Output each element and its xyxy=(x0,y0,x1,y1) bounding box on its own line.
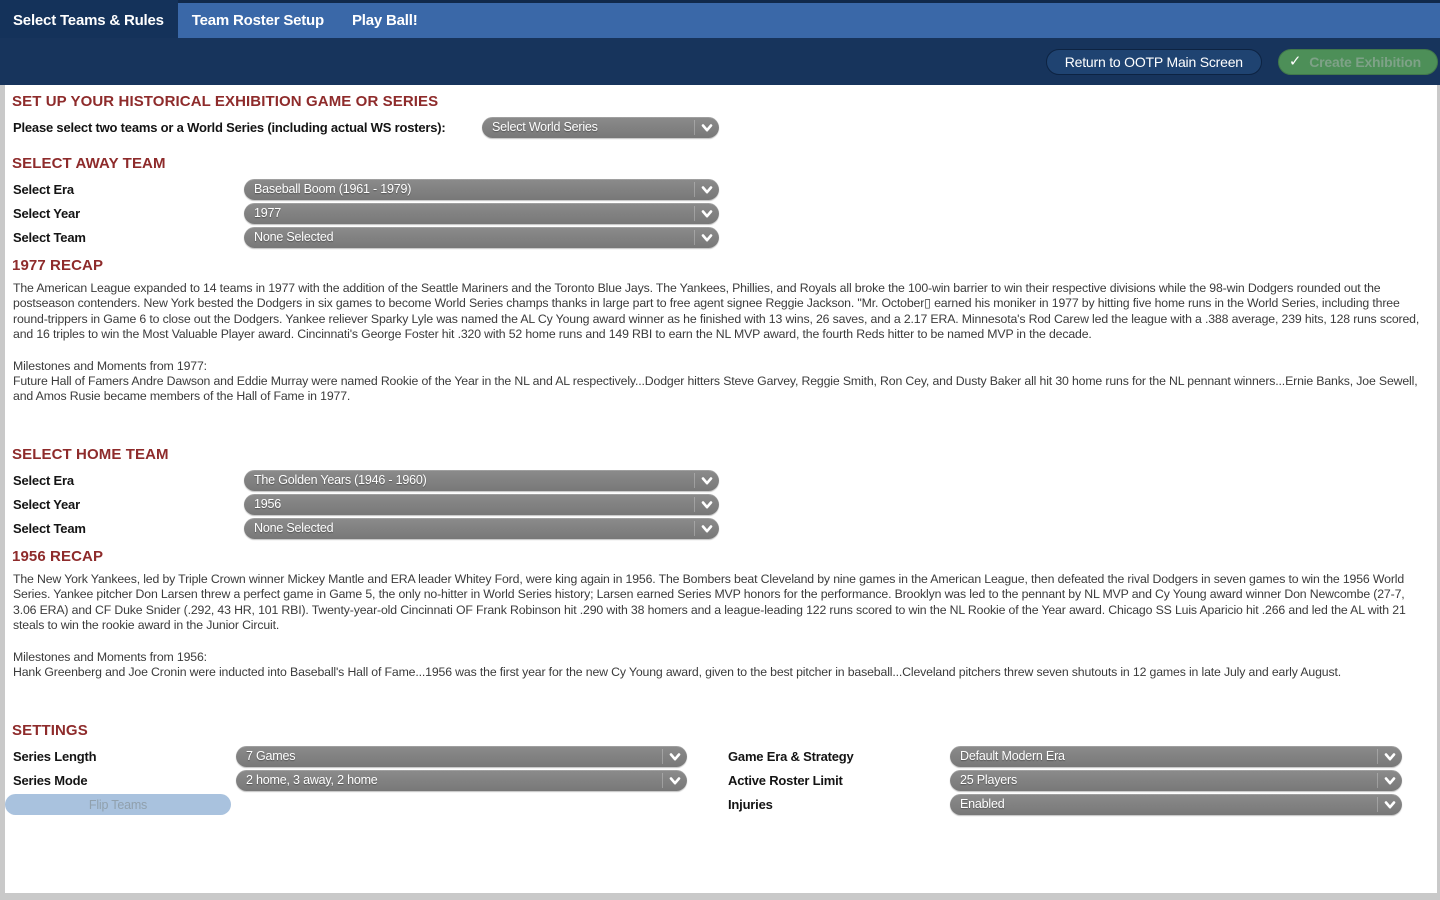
game-era-strategy-dropdown[interactable] xyxy=(950,746,1402,767)
content-area xyxy=(5,85,1437,893)
home-milestones-text: Hank Greenberg and Joe Cronin were inducted into Baseball's Hall of Fame...1956 was the first year for the new Cy Young award, given to the best pitcher in baseball...Cleveland pitchers threw seven shutouts in 12 games in late July and early August. xyxy=(13,665,1341,680)
dropdown-value: 7 Games xyxy=(246,749,296,763)
away-year-dropdown[interactable] xyxy=(244,203,719,224)
home-recap-title: 1956 RECAP xyxy=(12,548,104,565)
flip-teams-button[interactable]: Flip Teams xyxy=(5,794,231,815)
game-era-strategy-label: Game Era & Strategy xyxy=(728,749,854,764)
home-recap-text: The New York Yankees, led by Triple Crown winner Mickey Mantle and ERA leader Whitey Ford, were king again in 1956. The Bombers beat Cleveland by nine games in the American League, then defeated the rival Dodgers in seven games to win the 1956 World Series. Yankee pitcher Don Larsen threw a perfect game in Game 5, the only no-hitter in World Series history; Larsen earned Series MVP honors for the performance. Brooklyn was led to the pennant by NL MVP and Cy Young award winner Don Newcombe (27-7, 3.06 ERA) and CF Duke Snider (.292, 43 HR, 101 RBI). Twenty-year-old Cincinnati OF Frank Robinson hit .290 with 38 homers and a league-leading 122 runs scored to win the NL Rookie of the Year award. Chicago SS Luis Aparicio hit .266 and led the AL with 21 steals to win the rookie award in the Junior Circuit. xyxy=(13,572,1406,633)
tab-play-ball[interactable]: Play Ball! xyxy=(351,12,418,29)
home-milestones-title: Milestones and Moments from 1956: xyxy=(13,649,207,664)
dropdown-value: The Golden Years (1946 - 1960) xyxy=(254,473,427,487)
world-series-dropdown[interactable] xyxy=(482,117,719,138)
series-length-label: Series Length xyxy=(13,749,97,764)
page-title: SET UP YOUR HISTORICAL EXHIBITION GAME OR SERIES xyxy=(12,93,439,110)
top-tab-bar xyxy=(0,0,1440,38)
series-mode-label: Series Mode xyxy=(13,773,88,788)
create-exhibition-button[interactable] xyxy=(1278,49,1438,75)
home-team-dropdown[interactable] xyxy=(244,518,719,539)
active-roster-limit-label: Active Roster Limit xyxy=(728,773,843,788)
chevron-down-icon xyxy=(1377,773,1402,788)
create-exhibition-label: Create Exhibition xyxy=(1309,53,1421,70)
away-recap-text: The American League expanded to 14 teams in 1977 with the addition of the Seattle Mariners and the Toronto Blue Jays. The Yankees, Phillies, and Royals all broke the 100-win barrier to win their respective divisions while the 98-win Dodgers rounded out the postseason contenders. New York bested the Dodgers in six games to become World Series champs thanks in large part to free agent signee Reggie Jackson. "Mr. October▯ earned his moniker in 1977 by hitting five home runs in the World Series, including three round-trippers in Game 6 to close out the Dodgers. Yankee reliever Sparky Lyle was named the AL Cy Young award winner as he finished with 13 wins, 26 saves, and a 2.17 ERA. Minnesota's Rod Carew led the league with a .388 average, 239 hits, 128 runs scored, and 16 triples to win the Most Valuable Player award. Cincinnati's George Foster hit .320 with 52 home runs and 149 RBI to earn the NL MVP award, the fourth Reds hitter to be named MVP in the decade. xyxy=(13,281,1420,342)
header-bar xyxy=(0,38,1440,85)
dropdown-value: None Selected xyxy=(254,230,334,244)
away-era-label: Select Era xyxy=(13,182,74,197)
away-recap-block xyxy=(13,281,1428,405)
world-series-label: Please select two teams or a World Series (including actual WS rosters): xyxy=(13,120,446,135)
tab-select-teams-rules[interactable]: Select Teams & Rules xyxy=(0,0,178,38)
dropdown-value: None Selected xyxy=(254,521,334,535)
away-team-dropdown[interactable] xyxy=(244,227,719,248)
series-mode-dropdown[interactable] xyxy=(236,770,687,791)
dropdown-value: Enabled xyxy=(960,797,1005,811)
dropdown-value: 1956 xyxy=(254,497,282,511)
chevron-down-icon xyxy=(694,473,719,488)
away-milestones-title: Milestones and Moments from 1977: xyxy=(13,358,207,373)
dropdown-value: Baseball Boom (1961 - 1979) xyxy=(254,182,412,196)
home-team-label: Select Team xyxy=(13,521,86,536)
away-milestones-text: Future Hall of Famers Andre Dawson and Eddie Murray were named Rookie of the Year in the NL and AL respectively...Dodger hitters Steve Garvey, Reggie Smith, Ron Cey, and Dusty Baker all hit 30 home runs for the NL pennant winners...Ernie Banks, Joe Sewell, and Amos Rusie became members of the Hall of Fame in 1977. xyxy=(13,374,1418,404)
dropdown-value: Default Modern Era xyxy=(960,749,1065,763)
injuries-dropdown[interactable] xyxy=(950,794,1402,815)
home-milestones xyxy=(13,650,1428,681)
home-year-label: Select Year xyxy=(13,497,80,512)
chevron-down-icon xyxy=(694,206,719,221)
home-year-dropdown[interactable] xyxy=(244,494,719,515)
dropdown-value: Select World Series xyxy=(492,120,598,134)
home-era-dropdown[interactable] xyxy=(244,470,719,491)
home-era-label: Select Era xyxy=(13,473,74,488)
chevron-down-icon xyxy=(662,749,687,764)
away-era-dropdown[interactable] xyxy=(244,179,719,200)
dropdown-value: 1977 xyxy=(254,206,282,220)
chevron-down-icon xyxy=(694,230,719,245)
return-to-ootp-main-screen-button[interactable]: Return to OOTP Main Screen xyxy=(1046,49,1262,75)
chevron-down-icon xyxy=(694,497,719,512)
chevron-down-icon xyxy=(1377,749,1402,764)
away-recap-title: 1977 RECAP xyxy=(12,257,104,274)
settings-section-title: SETTINGS xyxy=(12,722,88,739)
home-team-section-title: SELECT HOME TEAM xyxy=(12,446,169,463)
chevron-down-icon xyxy=(694,521,719,536)
tab-team-roster-setup[interactable]: Team Roster Setup xyxy=(191,12,324,29)
away-year-label: Select Year xyxy=(13,206,80,221)
home-recap-block xyxy=(13,572,1428,680)
dropdown-value: 2 home, 3 away, 2 home xyxy=(246,773,378,787)
check-icon: ✓ xyxy=(1288,53,1302,70)
series-length-dropdown[interactable] xyxy=(236,746,687,767)
chevron-down-icon xyxy=(1377,797,1402,812)
away-milestones xyxy=(13,359,1428,405)
injuries-label: Injuries xyxy=(728,797,773,812)
chevron-down-icon xyxy=(694,120,719,135)
away-team-section-title: SELECT AWAY TEAM xyxy=(12,155,166,172)
dropdown-value: 25 Players xyxy=(960,773,1018,787)
chevron-down-icon xyxy=(662,773,687,788)
away-team-label: Select Team xyxy=(13,230,86,245)
chevron-down-icon xyxy=(694,182,719,197)
active-roster-limit-dropdown[interactable] xyxy=(950,770,1402,791)
